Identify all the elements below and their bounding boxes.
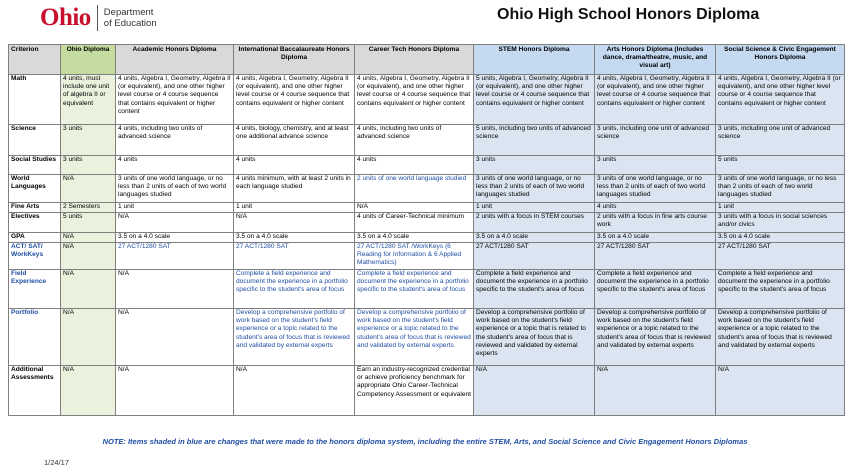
table-cell: Develop a comprehensive portfolio of work based on the student's field experience or a topic related to the student's area of focus that is reviewed and validated by external experts	[716, 309, 845, 366]
table-cell: Complete a field experience and document the experience in a portfolio specific to the student's area of focus	[595, 270, 716, 309]
table-cell: 3.5 on a 4.0 scale	[474, 233, 595, 243]
table-cell: N/A	[716, 366, 845, 416]
table-cell: N/A	[474, 366, 595, 416]
table-cell: 4 units	[355, 156, 474, 175]
table-cell: 27 ACT/1280 SAT	[716, 243, 845, 270]
table-cell: 4 units, Algebra I, Geometry, Algebra II (or equivalent), and one other higher level course or 4 course sequence that contains equivalent or higher content	[116, 75, 234, 125]
table-cell: 4 units	[116, 156, 234, 175]
table-row	[9, 156, 845, 175]
table-cell: 4 units, Algebra I, Geometry, Algebra II (or equivalent), and one other higher level course or 4 course sequence that contains equivalent or higher content	[234, 75, 355, 125]
table-cell: 4 units	[595, 203, 716, 213]
column-header: Social Science & Civic Engagement Honors Diploma	[716, 45, 845, 75]
table-row	[9, 233, 845, 243]
table-row	[9, 75, 845, 125]
table-cell: 3 units	[474, 156, 595, 175]
table-cell: N/A	[61, 270, 116, 309]
table-cell: 27 ACT/1280 SAT	[474, 243, 595, 270]
table-cell: 3 units with a focus in social sciences and/or civics	[716, 213, 845, 233]
table-row	[9, 203, 845, 213]
table-cell: 2 units of one world language studied	[355, 175, 474, 203]
logo-department-text: Department of Education	[103, 7, 157, 29]
table-cell: N/A	[61, 309, 116, 366]
criterion-label: ACT/ SAT/ WorkKeys	[9, 243, 61, 270]
table-cell: 5 units, Algebra I, Geometry, Algebra II (or equivalent), and one other higher level course or 4 course sequence that contains equivalent or higher content	[474, 75, 595, 125]
table-cell: 2 Semesters	[61, 203, 116, 213]
table-cell: 4 units of Career-Technical minimum	[355, 213, 474, 233]
table-cell: 5 units, including two units of advanced science	[474, 125, 595, 156]
table-cell: 4 units, Algebra I, Geometry, Algebra II (or equivalent), and one other higher level course or 4 course sequence that contains equivalent or higher content	[716, 75, 845, 125]
table-cell: 5 units	[716, 156, 845, 175]
criterion-label: Electives	[9, 213, 61, 233]
table-cell: N/A	[61, 233, 116, 243]
table-cell: 3 units of one world language, or no less than 2 units of each of two world languages studied	[474, 175, 595, 203]
page-header	[0, 0, 850, 44]
honors-diploma-table	[8, 44, 845, 416]
table-cell: Complete a field experience and document the experience in a portfolio specific to the student's area of focus	[716, 270, 845, 309]
table-cell: N/A	[234, 366, 355, 416]
table-cell: N/A	[116, 213, 234, 233]
table-cell: Develop a comprehensive portfolio of work based on the student's field experience or a topic related to the student's area of focus that is reviewed and validated by external experts	[595, 309, 716, 366]
table-cell: 3 units, including one unit of advanced science	[716, 125, 845, 156]
table-cell: 3 units	[595, 156, 716, 175]
table-cell: 3 units of one world language, or no less than 2 units of each of two world languages studied	[595, 175, 716, 203]
column-header: STEM Honors Diploma	[474, 45, 595, 75]
column-header: Arts Honors Diploma (Includes dance, drama/theatre, music, and visual art)	[595, 45, 716, 75]
criterion-label: GPA	[9, 233, 61, 243]
table-cell: 4 units, must include one unit of algebra II or equivalent	[61, 75, 116, 125]
table-cell: 1 unit	[716, 203, 845, 213]
table-row	[9, 270, 845, 309]
table-cell: Develop a comprehensive portfolio of work based on the student's field experience or a topic related to the student's area of focus that is reviewed and validated by external experts	[234, 309, 355, 366]
column-header: Criterion	[9, 45, 61, 75]
table-row	[9, 309, 845, 366]
table-cell: Develop a comprehensive portfolio of work based on the student's field experience or a topic that is related to the student's area of focus that is reviewed and validated by external experts	[474, 309, 595, 366]
table-cell: N/A	[116, 270, 234, 309]
table-cell: 2 units with a focus in fine arts course work	[595, 213, 716, 233]
page-title: Ohio High School Honors Diploma	[497, 6, 760, 23]
criterion-label: Social Studies	[9, 156, 61, 175]
table-cell: N/A	[61, 366, 116, 416]
table-header-row	[9, 45, 845, 75]
table-cell: N/A	[355, 203, 474, 213]
table-cell: N/A	[61, 243, 116, 270]
table-cell: 1 unit	[234, 203, 355, 213]
table-cell: 2 units with a focus in STEM courses	[474, 213, 595, 233]
table-cell: Earn an industry-recognized credential or achieve proficiency benchmark for appropriate Ohio Career-Technical Competency Assessment or equivalent	[355, 366, 474, 416]
criterion-label: Portfolio	[9, 309, 61, 366]
table-cell: 4 units, including two units of advanced science	[355, 125, 474, 156]
table-cell: 3 units	[61, 156, 116, 175]
table-cell: N/A	[61, 175, 116, 203]
table-cell: 1 unit	[474, 203, 595, 213]
table-cell: 3.5 on a 4.0 scale	[716, 233, 845, 243]
footnote: NOTE: Items shaded in blue are changes that were made to the honors diploma system, including the entire STEM, Arts, and Social Science and Civic Engagement Honors Diplomas	[102, 437, 748, 446]
table-cell: 4 units	[234, 156, 355, 175]
table-cell: N/A	[234, 213, 355, 233]
table-cell: N/A	[116, 309, 234, 366]
criterion-label: Science	[9, 125, 61, 156]
table-cell: 3 units, including one unit of advanced science	[595, 125, 716, 156]
table-cell: 3.5 on a 4.0 scale	[595, 233, 716, 243]
table-cell: 3.5 on a 4.0 scale	[116, 233, 234, 243]
table-cell: 3 units	[61, 125, 116, 156]
table-cell: 27 ACT/1280 SAT	[116, 243, 234, 270]
table-cell: 4 units, Algebra I, Geometry, Algebra II (or equivalent), and one other higher level course or 4 course sequence that contains equivalent or higher content	[595, 75, 716, 125]
criterion-label: Additional Assessments	[9, 366, 61, 416]
revision-date: 1/24/17	[44, 458, 70, 467]
table-row	[9, 125, 845, 156]
criterion-label: Math	[9, 75, 61, 125]
table-cell: 27 ACT/1280 SAT	[234, 243, 355, 270]
table-cell: Develop a comprehensive portfolio of work based on the student's field experience or a topic related to the student's area of focus that is reviewed and validated by external experts	[355, 309, 474, 366]
table-cell: 4 units, including two units of advanced science	[116, 125, 234, 156]
criterion-label: Fine Arts	[9, 203, 61, 213]
table-cell: 4 units, biology, chemistry, and at least one additional advance science	[234, 125, 355, 156]
table-cell: 4 units, Algebra I, Geometry, Algebra II (or equivalent), and one other higher level course or 4 course sequence that contains equivalent or higher content	[355, 75, 474, 125]
criterion-label: World Languages	[9, 175, 61, 203]
table-row	[9, 175, 845, 203]
table-cell: Complete a field experience and document the experience in a portfolio specific to the student's area of focus	[234, 270, 355, 309]
table-cell: 3 units of one world language, or no less than 2 units of each of two world languages studied	[116, 175, 234, 203]
table-cell: 27 ACT/1280 SAT	[595, 243, 716, 270]
table-cell: 3.5 on a 4.0 scale	[355, 233, 474, 243]
criterion-label: Field Experience	[9, 270, 61, 309]
table-cell: N/A	[116, 366, 234, 416]
logo-word: Ohio	[40, 4, 91, 31]
table-row	[9, 366, 845, 416]
table-row	[9, 243, 845, 270]
table-row	[9, 213, 845, 233]
column-header: Career Tech Honors Diploma	[355, 45, 474, 75]
ohio-department-of-education-logo	[40, 4, 157, 32]
logo-divider	[97, 5, 98, 31]
table-cell: 3 units of one world language, or no less than 2 units of each of two world languages studied	[716, 175, 845, 203]
column-header: Ohio Diploma	[61, 45, 116, 75]
table-cell: 1 unit	[116, 203, 234, 213]
table-cell: 3.5 on a 4.0 scale	[234, 233, 355, 243]
table-cell: N/A	[595, 366, 716, 416]
table-cell: 5 units	[61, 213, 116, 233]
table-cell: Complete a field experience and document the experience in a portfolio specific to the student's area of focus	[355, 270, 474, 309]
column-header: Academic Honors Diploma	[116, 45, 234, 75]
table-cell: 27 ACT/1280 SAT /WorkKeys (6 Reading for Information & 6 Applied Mathematics)	[355, 243, 474, 270]
column-header: International Baccalaureate Honors Diploma	[234, 45, 355, 75]
table-cell: 4 units minimum, with at least 2 units in each language studied	[234, 175, 355, 203]
table-cell: Complete a field experience and document the experience in a portfolio specific to the student's area of focus	[474, 270, 595, 309]
